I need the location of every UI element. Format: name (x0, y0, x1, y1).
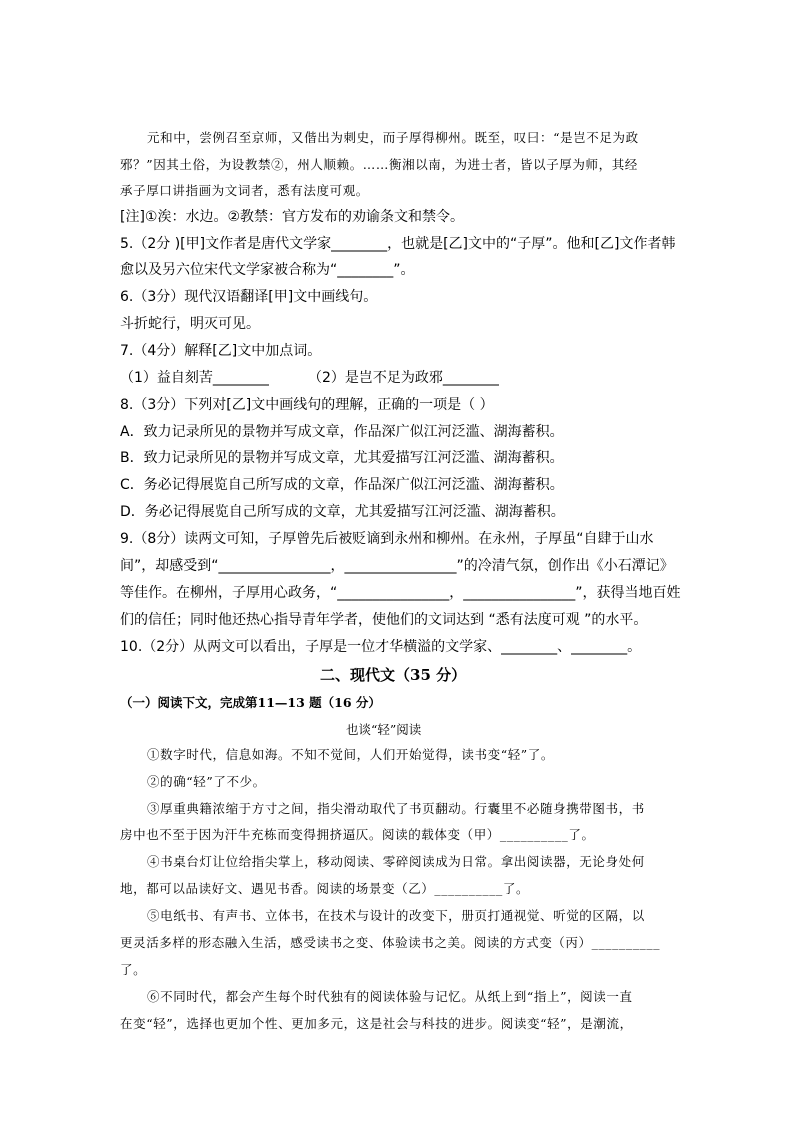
question-8-option-d: D．务必记得展览自己所写成的文章，尤其爱描写江河泛滥、湖海蓄积。 (120, 504, 565, 520)
question-9-line-2: 间”，却感受到“________________，________________”的冷清气氛，创作出《小石潭记》 (120, 558, 674, 574)
question-8-option-c: C．务必记得展览自己所写成的文章，作品深广似江河泛滥、湖海蓄积。 (120, 477, 564, 493)
article-paragraph-6-line-1: ⑥不同时代，都会产生每个时代独有的阅读体验与记忆。从纸上到“指上”，阅读一直 (147, 989, 633, 1004)
article-paragraph-2: ②的确“轻”了不少。 (147, 774, 266, 789)
article-paragraph-5-line-2: 更灵活多样的形态融入生活，感受读书之变、体验读书之美。阅读的方式变（丙）__________ (120, 935, 661, 950)
reading-1-instruction: （一）阅读下文，完成第11—13 题（16 分） (120, 695, 381, 710)
question-7-stem: 7.（4分）解释[乙]文中加点词。 (120, 343, 322, 359)
question-9-line-1: 9.（8分）读两文可知，子厚曾先后被贬谪到永州和柳州。在永州，子厚虽“自肆于山水 (120, 531, 654, 547)
question-10: 10.（2分）从两文可以看出，子厚是一位才华横溢的文学家、________、________。 (120, 639, 642, 655)
passage-b-line-3: 承子厚口讲指画为文词者，悉有法度可观。 (120, 183, 369, 198)
passage-b-line-1: 元和中，尝例召至京师，又偕出为刺史，而子厚得柳州。既至，叹曰：“是岂不足为政 (147, 130, 639, 145)
annotation-note: [注]①涘：水边。②教禁：官方发布的劝谕条文和禁令。 (120, 209, 465, 225)
question-9-line-3: 等佳作。在柳州，子厚用心政务，“________________，________________”，获得当地百姓 (120, 585, 681, 601)
question-8-option-b: B．致力记录所见的景物并写成文章，尤其爱描写江河泛滥、湖海蓄积。 (120, 450, 564, 466)
question-9-line-4: 们的信任；同时他还热心指导青年学者，使他们的文词达到 “悉有法度可观 ”的水平。 (120, 612, 648, 628)
article-paragraph-4-line-1: ④书桌台灯让位给指尖掌上，移动阅读、零碎阅读成为日常。拿出阅读器，无论身处何 (147, 854, 645, 869)
question-7-item-2: （2）是岂不足为政邪________ (308, 370, 499, 386)
question-8-stem: 8.（3分）下列对[乙]文中画线句的理解，正确的一项是（ ） (120, 397, 494, 413)
article-paragraph-5-line-3: 了。 (120, 962, 147, 977)
question-7-item-1: （1）益自刻苦________ (120, 370, 269, 386)
article-paragraph-5-line-1: ⑤电纸书、有声书、立体书，在技术与设计的改变下，册页打通视觉、听觉的区隔，以 (147, 908, 645, 923)
section-2-heading: 二、现代文（35 分） (320, 666, 467, 684)
passage-b-line-2: 邪？”因其土俗，为设教禁②，州人顺赖。……衡湘以南，为进士者，皆以子厚为师，其经 (120, 157, 638, 172)
question-5-line-2: 愈以及另六位宋代文学家被合称为“________”。 (120, 262, 415, 278)
article-paragraph-4-line-2: 地，都可以品读好文、遇见书香。阅读的场景变（乙）__________了。 (120, 881, 530, 896)
article-paragraph-3-line-1: ③厚重典籍浓缩于方寸之间，指尖滑动取代了书页翻动。行囊里不必随身携带图书，书 (147, 801, 645, 816)
question-6-line-2: 斗折蛇行，明灭可见。 (120, 316, 260, 332)
article-paragraph-1: ①数字时代，信息如海。不知不觉间，人们开始觉得，读书变“轻”了。 (147, 747, 554, 762)
question-8-option-a: A．致力记录所见的景物并写成文章，作品深广似江河泛滥、湖海蓄积。 (120, 424, 564, 440)
question-6-line-1: 6.（3分）现代汉语翻译[甲]文中画线句。 (120, 289, 378, 305)
question-5-line-1: 5.（2分 )[甲]文作者是唐代文学家________，也就是[乙]文中的“子厚”。他和[乙]文作者韩 (120, 236, 676, 252)
article-paragraph-6-line-2: 在变“轻”，选择也更加个性、更加多元，这是社会与科技的进步。阅读变“轻”，是潮流， (120, 1016, 633, 1031)
article-paragraph-3-line-2: 房中也不至于因为汗牛充栋而变得拥挤逼仄。阅读的载体变（甲）__________了。 (120, 827, 595, 842)
article-title: 也谈“轻”阅读 (346, 722, 422, 737)
